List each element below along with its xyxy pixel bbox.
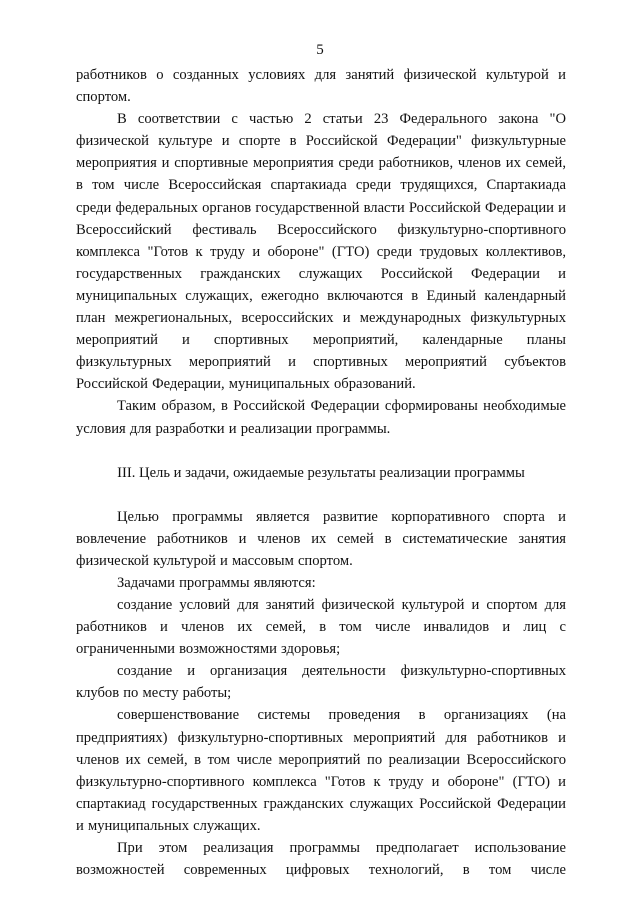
task-item-conditions: создание условий для занятий физической культурой и спортом для работников и членов их семей, в том числе инвалидов и лиц с ограниченными возможностями здоровья;: [76, 596, 566, 658]
paragraph-federal-law: В соответствии с частью 2 статьи 23 Федерального закона "О физической культуре и спорте в Российской Федерации" физкультурные мероприятия и спортивные мероприятия среди работников, членов их семей, в том числе Всероссийская спартакиада среди трудящихся, Спартакиада среди федеральных органов государственной власти Российской Федерации и Всероссийский фестиваль Всероссийского физкультурно-спортивного комплекса "Готов к труду и обороне" (ГТО) среди трудовых коллективов, государственных гражданских служащих Российской Федерации и муниципальных служащих, ежегодно включаются в Единый календарный план межрегиональных, всероссийских и международных физкультурных мероприятий и спортивных мероприятий, календарные планы физкультурных мероприятий и спортивных мероприятий субъектов Российской Федерации, муниципальных образований.: [76, 111, 566, 393]
section-heading: III. Цель и задачи, ожидаемые результаты реализации программы: [117, 464, 525, 481]
paragraph-conclusion: Таким образом, в Российской Федерации сформированы необходимые условия для разработки и реализации программы.: [76, 398, 566, 437]
task-item-clubs: создание и организация деятельности физкультурно-спортивных клубов по месту работы;: [76, 663, 566, 702]
task-item-events: совершенствование системы проведения в организациях (на предприятиях) физкультурно-спортивных мероприятий для работников и членов их семей, в том числе мероприятий по реализации Всероссийского физкультурно-спортивного комплекса "Готов к труду и обороне" (ГТО) и спартакиад государственных гражданских служащих Российской Федерации и муниципальных служащих.: [76, 707, 566, 834]
paragraph-goal: Целью программы является развитие корпоративного спорта и вовлечение работников и членов их семей в систематические занятия физической культурой и массовым спортом.: [76, 508, 566, 569]
paragraph-continuation: работников о созданных условиях для занятий физической культурой и спортом.: [76, 67, 566, 106]
paragraph-tasks-intro: Задачами программы являются:: [117, 574, 316, 591]
page-number: 5: [316, 42, 324, 58]
paragraph-digital-technologies: При этом реализация программы предполагает использование возможностей современных цифровых технологий, в том числе: [76, 840, 566, 879]
document-body: [76, 64, 566, 881]
